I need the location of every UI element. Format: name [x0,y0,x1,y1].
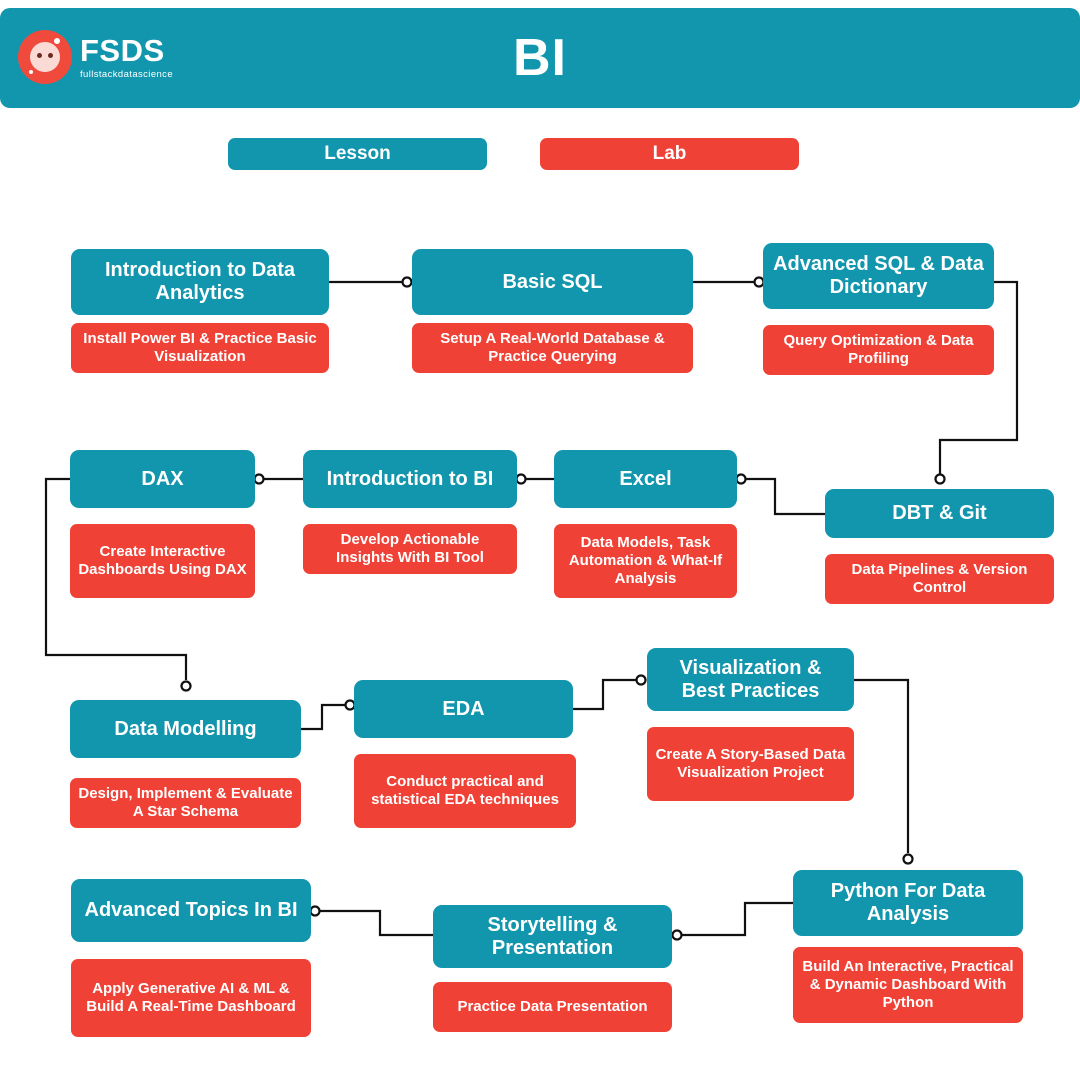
lesson-card-basic-sql[interactable]: Basic SQL [412,249,693,315]
lesson-card-storytelling-presentation[interactable]: Storytelling & Presentation [433,905,672,968]
lab-card-excel[interactable]: Data Models, Task Automation & What-If Analysis [554,524,737,598]
lab-card-basic-sql[interactable]: Setup A Real-World Database & Practice Querying [412,323,693,373]
lesson-card-introduction-to-bi[interactable]: Introduction to BI [303,450,517,508]
lesson-card-dbt-git[interactable]: DBT & Git [825,489,1054,538]
lesson-card-excel[interactable]: Excel [554,450,737,508]
lesson-card-python-for-data-analysis[interactable]: Python For Data Analysis [793,870,1023,936]
lab-card-storytelling-presentation[interactable]: Practice Data Presentation [433,982,672,1032]
lab-card-intro-data-analytics[interactable]: Install Power BI & Practice Basic Visualization [71,323,329,373]
logo-title: FSDS [80,32,165,68]
lab-card-data-modelling[interactable]: Design, Implement & Evaluate A Star Schema [70,778,301,828]
lab-card-python-for-data-analysis[interactable]: Build An Interactive, Practical & Dynamic Dashboard With Python [793,947,1023,1023]
lab-card-advanced-topics-in-bi[interactable]: Apply Generative AI & ML & Build A Real-Time Dashboard [71,959,311,1037]
page-title: BI [513,29,567,87]
lesson-card-dax[interactable]: DAX [70,450,255,508]
logo-text [80,32,174,80]
lab-card-dbt-git[interactable]: Data Pipelines & Version Control [825,554,1054,604]
brand-logo [18,30,173,84]
lesson-card-data-modelling[interactable]: Data Modelling [70,700,301,758]
lesson-card-advanced-topics-in-bi[interactable]: Advanced Topics In BI [71,879,311,942]
lab-card-eda[interactable]: Conduct practical and statistical EDA techniques [354,754,576,828]
logo-mark-icon [18,30,72,84]
lesson-card-eda[interactable]: EDA [354,680,573,738]
header-banner [0,8,1080,108]
lesson-card-advanced-sql-data-dictionary[interactable]: Advanced SQL & Data Dictionary [763,243,994,309]
legend [0,138,1080,172]
legend-lab-badge: Lab [540,138,799,170]
lab-card-visualization-best-practices[interactable]: Create A Story-Based Data Visualization Project [647,727,854,801]
lab-card-advanced-sql-data-dictionary[interactable]: Query Optimization & Data Profiling [763,325,994,375]
legend-lesson-badge: Lesson [228,138,487,170]
lesson-card-visualization-best-practices[interactable]: Visualization & Best Practices [647,648,854,711]
logo-tagline: fullstackdatascience [80,68,174,80]
lab-card-introduction-to-bi[interactable]: Develop Actionable Insights With BI Tool [303,524,517,574]
lab-card-dax[interactable]: Create Interactive Dashboards Using DAX [70,524,255,598]
lesson-card-intro-data-analytics[interactable]: Introduction to Data Analytics [71,249,329,315]
